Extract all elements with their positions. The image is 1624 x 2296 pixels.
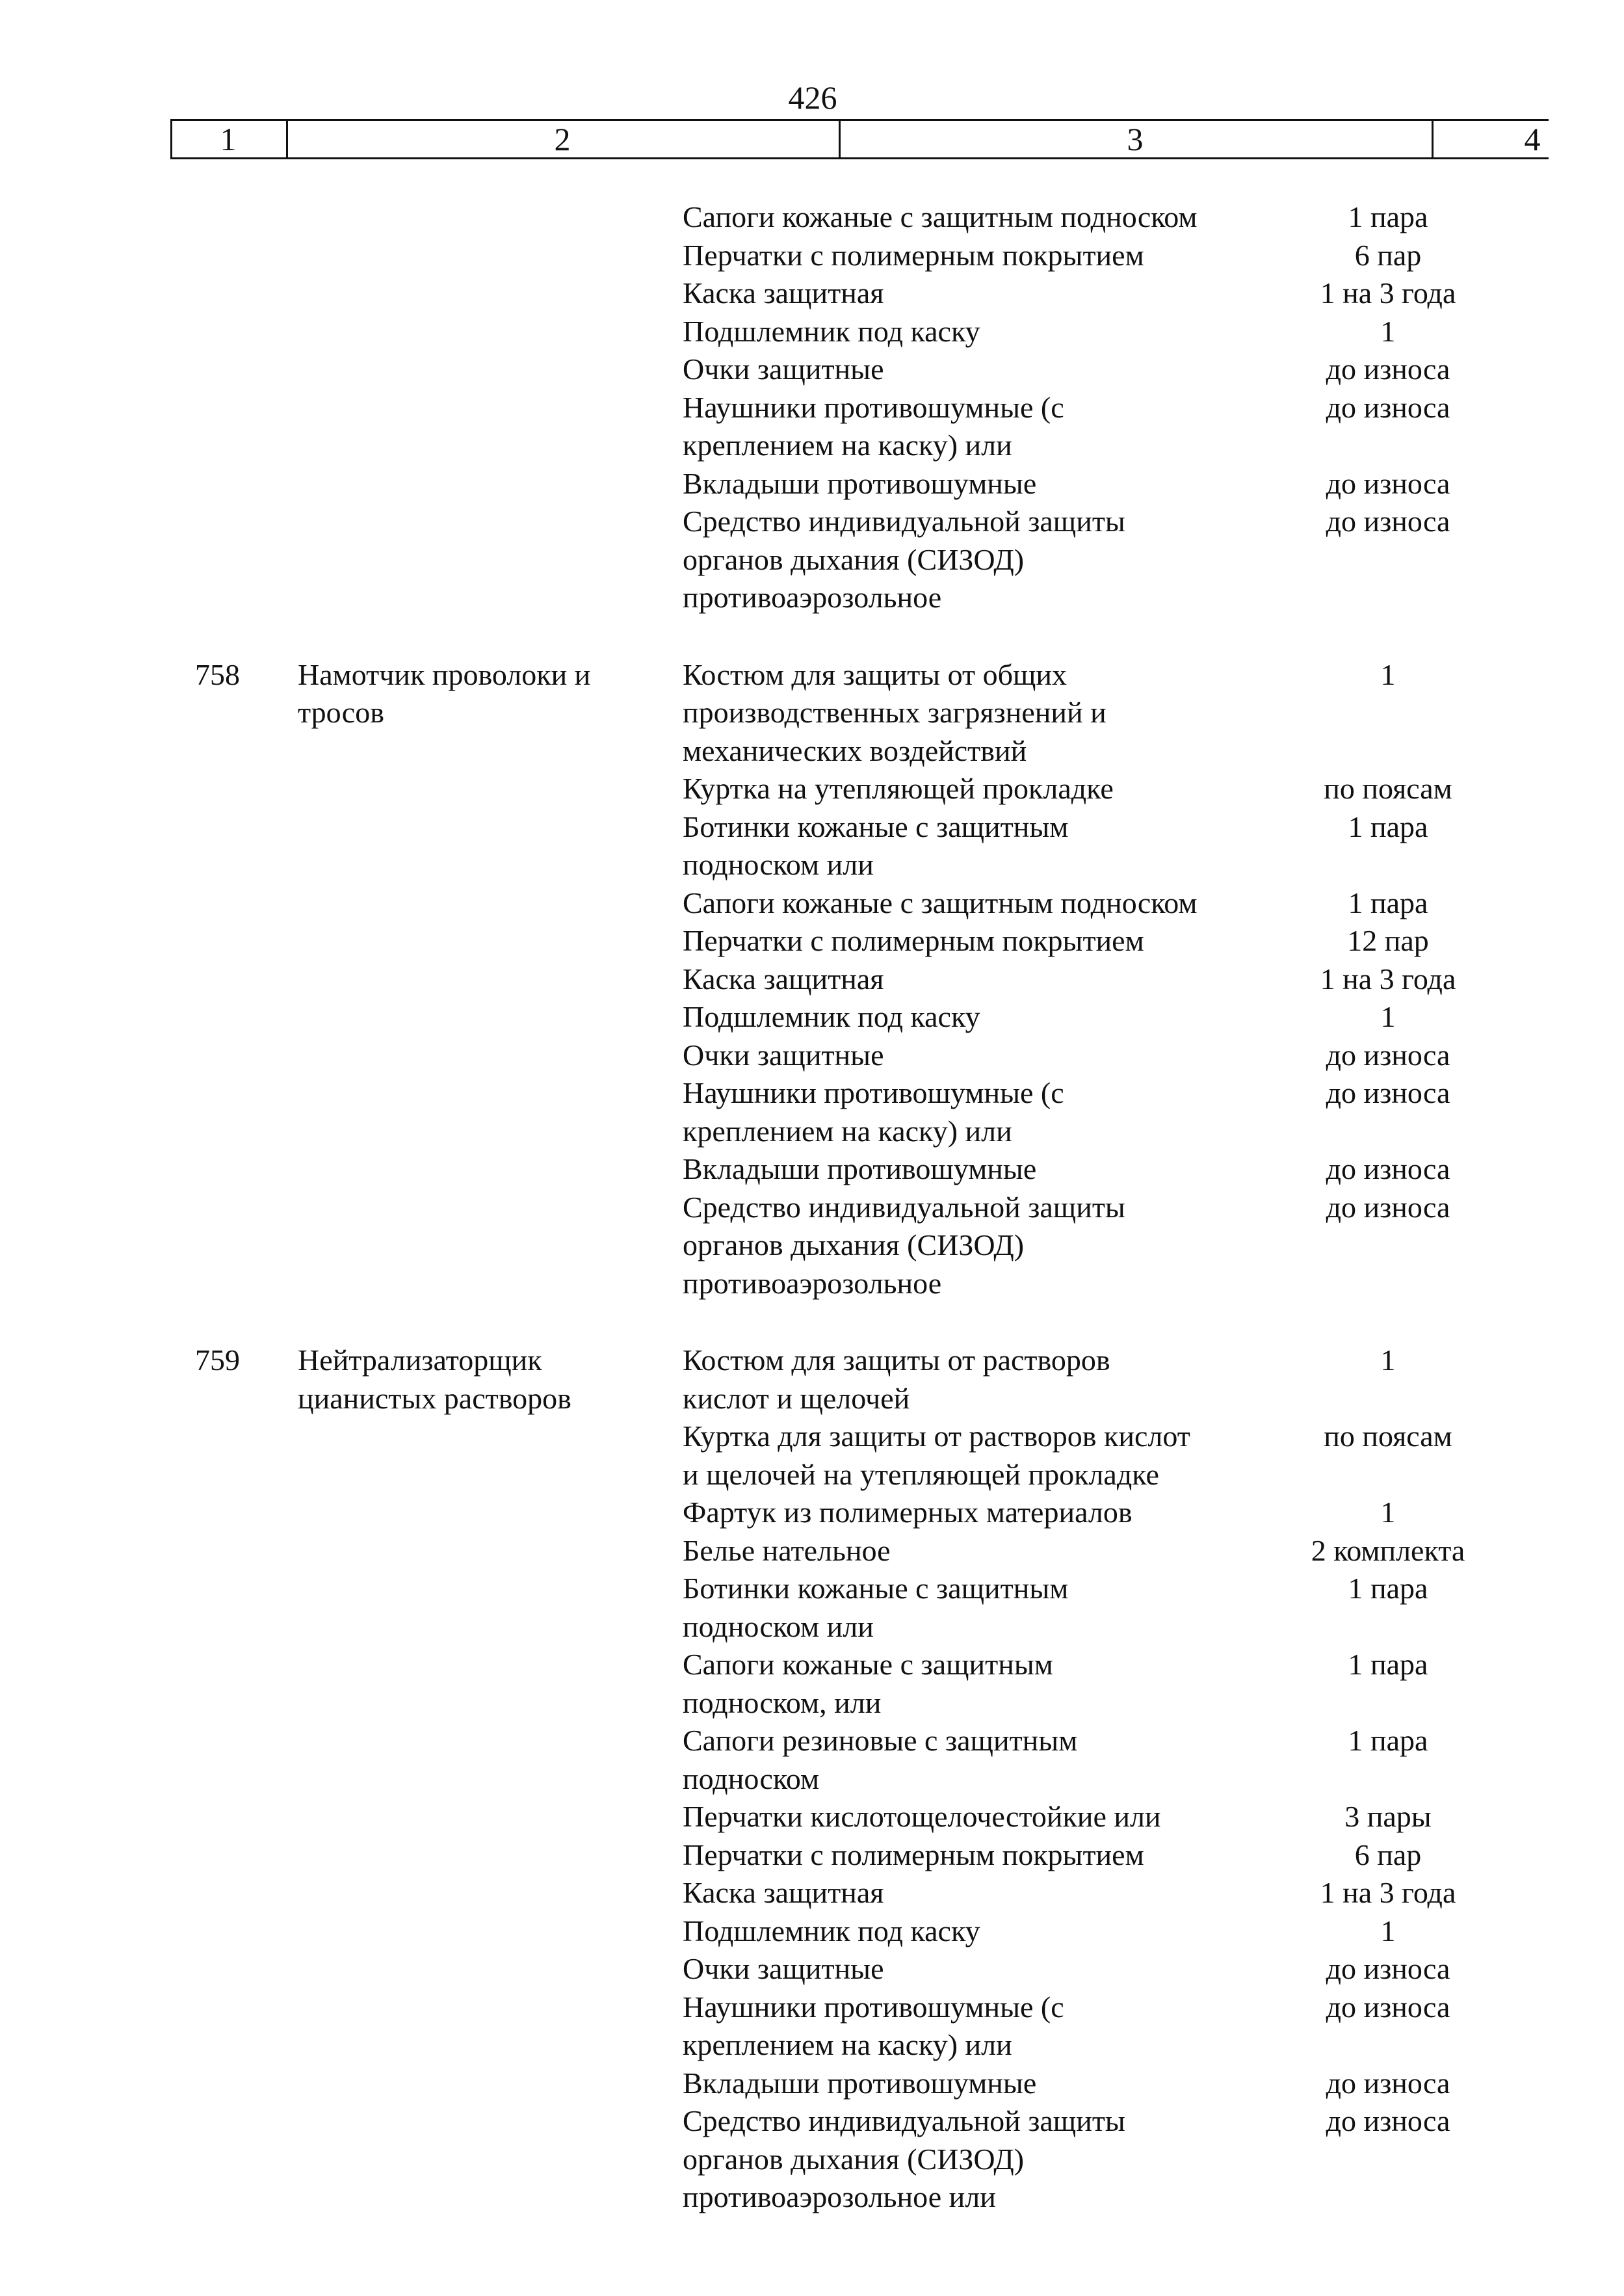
item-name-line: противоаэрозольное bbox=[683, 1266, 942, 1300]
item-name bbox=[683, 1418, 1268, 1494]
item-name-line: Средство индивидуальной защиты bbox=[683, 1190, 1125, 1224]
item-name-line: Очки защитные bbox=[683, 352, 884, 386]
item-name bbox=[683, 2065, 1268, 2103]
item-name-line: Белье нательное bbox=[683, 1533, 891, 1567]
item-norm: 1 bbox=[1380, 1000, 1396, 1033]
item-norm: 1 bbox=[1380, 657, 1396, 691]
item-name-line: Перчатки с полимерным покрытием bbox=[683, 238, 1144, 272]
item-norm: 1 пара bbox=[1348, 1572, 1428, 1605]
item-norm: 1 пара bbox=[1348, 886, 1428, 919]
item-norm: 1 bbox=[1380, 314, 1396, 348]
header-col-2: 2 bbox=[554, 121, 571, 157]
item-name-line: Наушники противошумные (с bbox=[683, 1076, 1064, 1109]
item-name-line: подноском или bbox=[683, 1609, 874, 1643]
item-name-line: Вкладыши противошумные bbox=[683, 1152, 1037, 1185]
item-name-line: Каска защитная bbox=[683, 1876, 884, 1909]
item-name-line: подноском или bbox=[683, 848, 874, 881]
item-name-line: противоаэрозольное bbox=[683, 581, 942, 614]
item-norm: 1 на 3 года bbox=[1320, 1876, 1456, 1909]
item-name-line: Подшлемник под каску bbox=[683, 1000, 980, 1033]
item-name bbox=[683, 1950, 1268, 1988]
item-norm: 12 пар bbox=[1347, 924, 1429, 957]
item-name bbox=[683, 350, 1268, 389]
item-norm: 1 пара bbox=[1348, 810, 1428, 843]
item-name-line: креплением на каску) или bbox=[683, 2028, 1012, 2061]
item-name-line: Средство индивидуальной защиты bbox=[683, 505, 1125, 538]
item-name-line: Вкладыши противошумные bbox=[683, 466, 1037, 500]
item-name-line: Сапоги резиновые с защитным bbox=[683, 1724, 1078, 1757]
item-norm: до износа bbox=[1326, 1152, 1450, 1185]
item-name-line: Очки защитные bbox=[683, 1952, 884, 1985]
item-norm: 6 пар bbox=[1354, 238, 1422, 272]
profession-line: цианистых растворов bbox=[298, 1381, 571, 1415]
item-name bbox=[683, 808, 1268, 884]
item-name bbox=[683, 1074, 1268, 1150]
item-norm: 1 пара bbox=[1348, 1724, 1428, 1757]
item-name-line: Куртка на утепляющей прокладке bbox=[683, 772, 1114, 805]
item-name-line: Очки защитные bbox=[683, 1038, 884, 1072]
item-norm: до износа bbox=[1326, 2066, 1450, 2100]
item-norm: 6 пар bbox=[1354, 1838, 1422, 1871]
item-name bbox=[683, 1722, 1268, 1798]
item-norm: 1 пара bbox=[1348, 200, 1428, 233]
item-name-line: Фартук из полимерных материалов bbox=[683, 1496, 1133, 1529]
profession-name bbox=[298, 1341, 662, 1418]
item-name-line: подноском, или bbox=[683, 1685, 882, 1719]
item-norm: до износа bbox=[1326, 1990, 1450, 2024]
item-name-line: Ботинки кожаные с защитным bbox=[683, 1572, 1069, 1605]
item-name-line: производственных загрязнений и bbox=[683, 696, 1107, 729]
item-norm: 1 bbox=[1380, 1914, 1396, 1947]
item-norm: 1 на 3 года bbox=[1320, 276, 1456, 310]
item-name bbox=[683, 389, 1268, 465]
item-norm: 1 bbox=[1380, 1343, 1396, 1377]
item-norm: до износа bbox=[1326, 390, 1450, 424]
item-norm: 1 на 3 года bbox=[1320, 962, 1456, 996]
item-name bbox=[683, 1874, 1268, 1912]
item-norm: до износа bbox=[1326, 1076, 1450, 1109]
item-name-line: Подшлемник под каску bbox=[683, 314, 980, 348]
item-name bbox=[683, 198, 1268, 237]
header-col-3: 3 bbox=[1127, 121, 1144, 157]
item-name-line: Каска защитная bbox=[683, 962, 884, 996]
item-norm: до износа bbox=[1326, 505, 1450, 538]
entry-number: 758 bbox=[195, 657, 240, 691]
item-norm: до износа bbox=[1326, 1190, 1450, 1224]
item-norm: до износа bbox=[1326, 1952, 1450, 1985]
item-name bbox=[683, 503, 1268, 617]
item-name-line: механических воздействий bbox=[683, 733, 1027, 767]
item-name-line: подноском bbox=[683, 1762, 820, 1795]
item-name bbox=[683, 1836, 1268, 1875]
item-name bbox=[683, 1150, 1268, 1189]
item-name-line: Подшлемник под каску bbox=[683, 1914, 980, 1947]
item-name-line: Куртка для защиты от растворов кислот bbox=[683, 1419, 1190, 1453]
item-name-line: и щелочей на утепляющей прокладке bbox=[683, 1457, 1159, 1491]
item-name-line: органов дыхания (СИЗОД) bbox=[683, 2142, 1025, 2176]
item-name-line: Перчатки с полимерным покрытием bbox=[683, 924, 1144, 957]
item-name bbox=[683, 1798, 1268, 1836]
item-name-line: Ботинки кожаные с защитным bbox=[683, 810, 1069, 843]
item-name-line: Сапоги кожаные с защитным bbox=[683, 1648, 1053, 1681]
item-name-line: Наушники противошумные (с bbox=[683, 1990, 1064, 2024]
profession-line: Намотчик проволоки и bbox=[298, 657, 591, 691]
item-name bbox=[683, 884, 1268, 923]
item-norm: 1 пара bbox=[1348, 1648, 1428, 1681]
item-name bbox=[683, 998, 1268, 1036]
item-name bbox=[683, 237, 1268, 275]
item-name-line: Каска защитная bbox=[683, 276, 884, 310]
item-name bbox=[683, 656, 1268, 771]
item-name bbox=[683, 1532, 1268, 1570]
item-norm: по поясам bbox=[1324, 1419, 1452, 1453]
item-name-line: Костюм для защиты от растворов bbox=[683, 1343, 1110, 1377]
item-name-line: Перчатки с полимерным покрытием bbox=[683, 1838, 1144, 1871]
item-name bbox=[683, 465, 1268, 503]
item-name-line: органов дыхания (СИЗОД) bbox=[683, 1228, 1025, 1261]
item-norm: до износа bbox=[1326, 1038, 1450, 1072]
item-name bbox=[683, 1341, 1268, 1418]
item-name bbox=[683, 2102, 1268, 2217]
item-name bbox=[683, 1988, 1268, 2065]
entry-number: 759 bbox=[195, 1343, 240, 1377]
item-name bbox=[683, 1036, 1268, 1075]
profession-line: Нейтрализаторщик bbox=[298, 1343, 542, 1377]
item-name bbox=[683, 1646, 1268, 1722]
item-name-line: Средство индивидуальной защиты bbox=[683, 2104, 1125, 2137]
item-name-line: Вкладыши противошумные bbox=[683, 2066, 1037, 2100]
item-name-line: противоаэрозольное или bbox=[683, 2180, 996, 2213]
item-name-line: кислот и щелочей bbox=[683, 1381, 910, 1415]
header-col-4: 4 bbox=[1524, 121, 1541, 157]
item-norm: 1 bbox=[1380, 1496, 1396, 1529]
item-name-line: органов дыхания (СИЗОД) bbox=[683, 542, 1025, 576]
item-norm: до износа bbox=[1326, 352, 1450, 386]
table-header-row bbox=[170, 119, 1549, 159]
item-name-line: Перчатки кислотощелочестойкие или bbox=[683, 1800, 1161, 1833]
item-name-line: креплением на каску) или bbox=[683, 429, 1012, 462]
item-norm: до износа bbox=[1326, 2104, 1450, 2137]
item-name-line: Костюм для защиты от общих bbox=[683, 657, 1067, 691]
item-name bbox=[683, 1570, 1268, 1646]
item-name bbox=[683, 274, 1268, 313]
item-name bbox=[683, 1189, 1268, 1303]
item-name bbox=[683, 1912, 1268, 1951]
item-norm: 2 комплекта bbox=[1311, 1533, 1465, 1567]
item-name bbox=[683, 922, 1268, 960]
item-norm: до износа bbox=[1326, 466, 1450, 500]
page-number: 426 bbox=[788, 79, 837, 116]
item-name-line: креплением на каску) или bbox=[683, 1114, 1012, 1148]
item-name bbox=[683, 313, 1268, 351]
item-name-line: Сапоги кожаные с защитным подноском bbox=[683, 200, 1198, 233]
profession-line: тросов bbox=[298, 696, 384, 729]
item-name bbox=[683, 1494, 1268, 1532]
item-name-line: Наушники противошумные (с bbox=[683, 390, 1064, 424]
item-name-line: Сапоги кожаные с защитным подноском bbox=[683, 886, 1198, 919]
item-norm: по поясам bbox=[1324, 772, 1452, 805]
item-name bbox=[683, 960, 1268, 999]
profession-name bbox=[298, 656, 662, 732]
item-norm: 3 пары bbox=[1344, 1800, 1432, 1833]
header-col-1: 1 bbox=[220, 121, 237, 157]
item-name bbox=[683, 770, 1268, 808]
